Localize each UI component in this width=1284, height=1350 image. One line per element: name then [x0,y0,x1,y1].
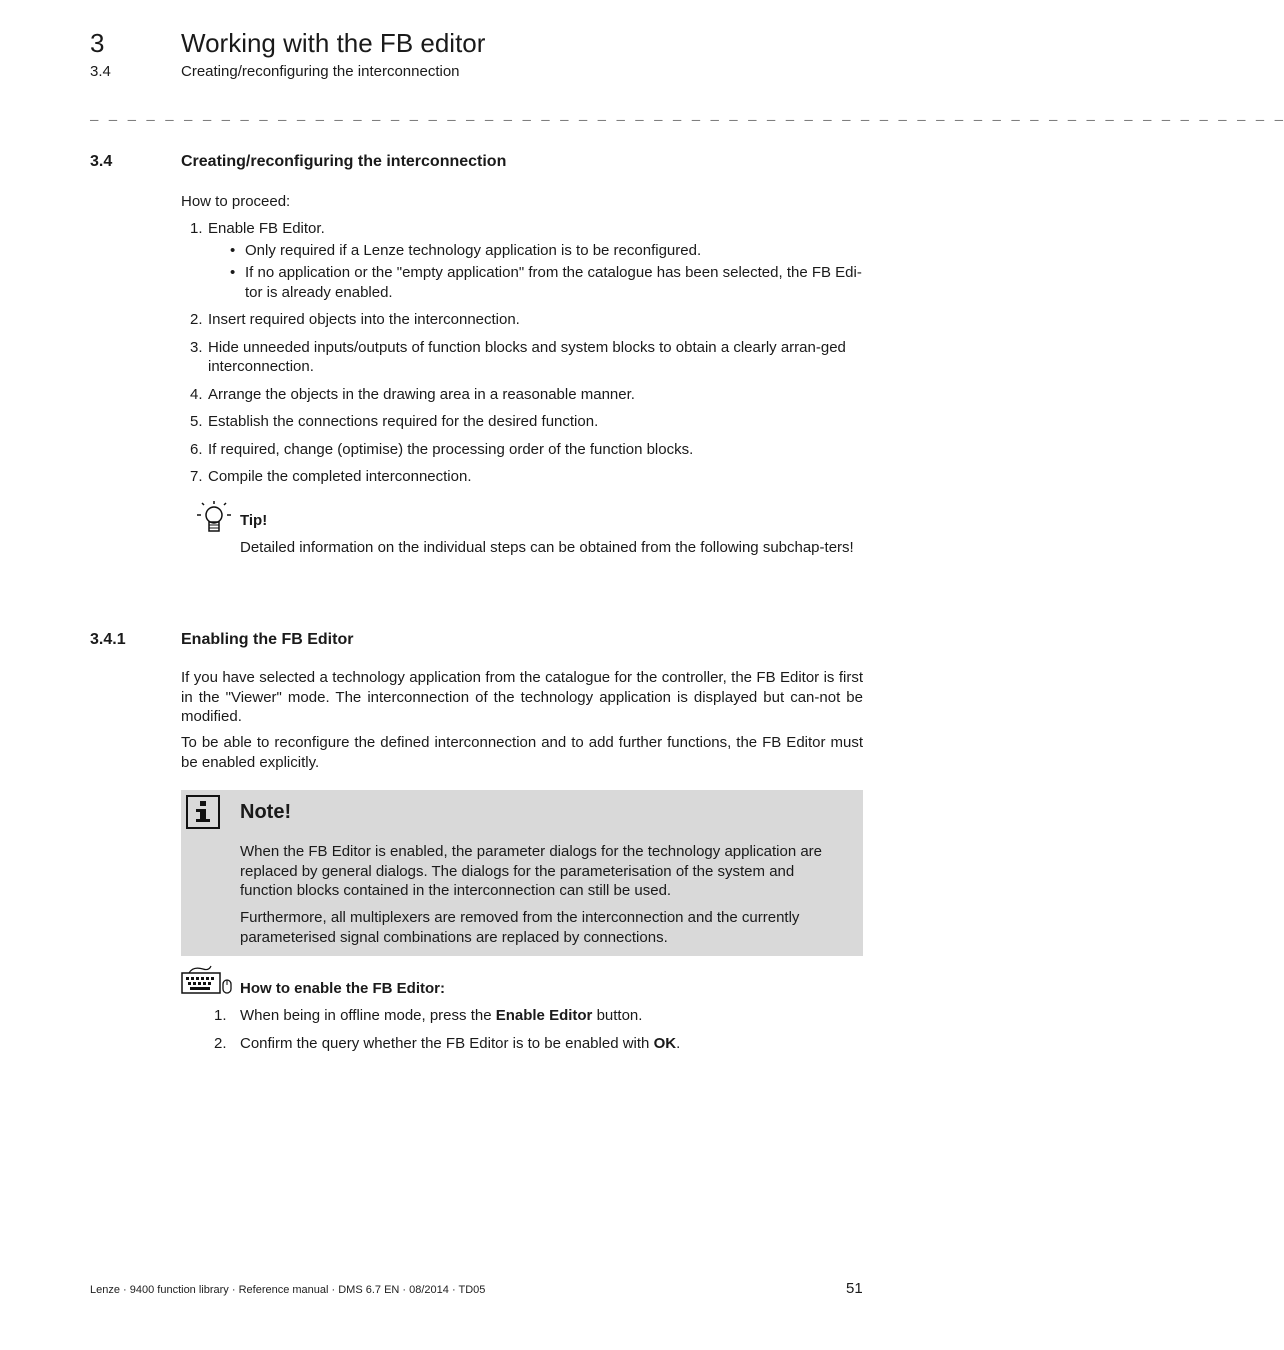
procedure-list [190,219,863,495]
list-item: 3. Hide unneeded inputs/outputs of function blocks and system blocks to obtain a clearly arran-ged interconnection. [190,338,846,375]
list-item: 7. Compile the completed interconnection. [190,468,472,485]
howto-steps [214,1006,863,1061]
note-title: Note! [240,801,292,823]
subsection-number: 3.4.1 [90,631,126,648]
section-intro: How to proceed: [181,193,291,210]
note-text: When the FB Editor is enabled, the parameter dialogs for the technology application are replaced by general dialogs. The dialogs for the parameterisation of the system and function blocks contained in the interconnection can still be used. [240,843,823,899]
tip-title: Tip! [240,512,268,529]
list-item: 1. Enable FB Editor. • Only required if a Lenze technology application is to be reconfigured. • If no application or the "empty application" from the catalogue has been selected, the FB Edi-tor is already enabled. [190,220,862,301]
bullet-item: • Only required if a Lenze technology application is to be reconfigured. [230,241,702,259]
paragraph: If you have selected a technology application from the catalogue for the controller, the FB Editor is first in the "Viewer" mode. The interconnection of the technology application is displayed but can-not be modified. [181,669,863,725]
chapter-title: Working with the FB editor [181,28,486,58]
list-item: 4. Arrange the objects in the drawing area in a reasonable manner. [190,385,635,403]
bullet-item: • If no application or the "empty application" from the catalogue has been selected, the FB Edi-tor is already enabled. [230,264,862,301]
footer-text: Lenze · 9400 function library · Reference manual · DMS 6.7 EN · 08/2014 · TD05 [90,1284,486,1296]
howto-title: How to enable the FB Editor: [240,980,445,997]
list-item: 2. Insert required objects into the interconnection. [190,311,520,328]
keyboard-mouse-icon [181,964,233,996]
header-section-number: 3.4 [90,63,111,80]
header-separator: _ _ _ _ _ _ _ _ _ _ _ _ _ _ _ _ _ _ _ _ _ _ _ _ _ _ _ _ _ _ _ _ _ _ _ _ _ _ _ _ _ _ _ _ _ _ _ _ _ _ _ _ _ _ _ _ _ _ _ _ _ _ _ _ [90,108,1284,124]
note-text: Furthermore, all multiplexers are removed from the interconnection and the currently parameterised signal combinations are replaced by connections. [240,909,800,946]
chapter-number: 3 [90,28,105,58]
list-item: 2. Confirm the query whether the FB Editor is to be enabled with OK. [214,1034,681,1052]
header-section-title: Creating/reconfiguring the interconnection [181,63,460,80]
section-number: 3.4 [90,153,113,170]
page-number: 51 [846,1280,863,1297]
paragraph: To be able to reconfigure the defined interconnection and to add further functions, the FB Editor must be enabled explicitly. [181,734,863,771]
section-title: Creating/reconfiguring the interconnection [181,153,507,170]
subsection-title: Enabling the FB Editor [181,631,354,648]
info-icon [186,795,220,829]
list-item: 6. If required, change (optimise) the processing order of the function blocks. [190,440,694,458]
lightbulb-icon [196,500,232,536]
list-item: 1. When being in offline mode, press the Enable Editor button. [214,1007,643,1024]
list-item: 5. Establish the connections required for the desired function. [190,413,599,430]
tip-text: Detailed information on the individual steps can be obtained from the following subchap-ters! [240,539,854,556]
